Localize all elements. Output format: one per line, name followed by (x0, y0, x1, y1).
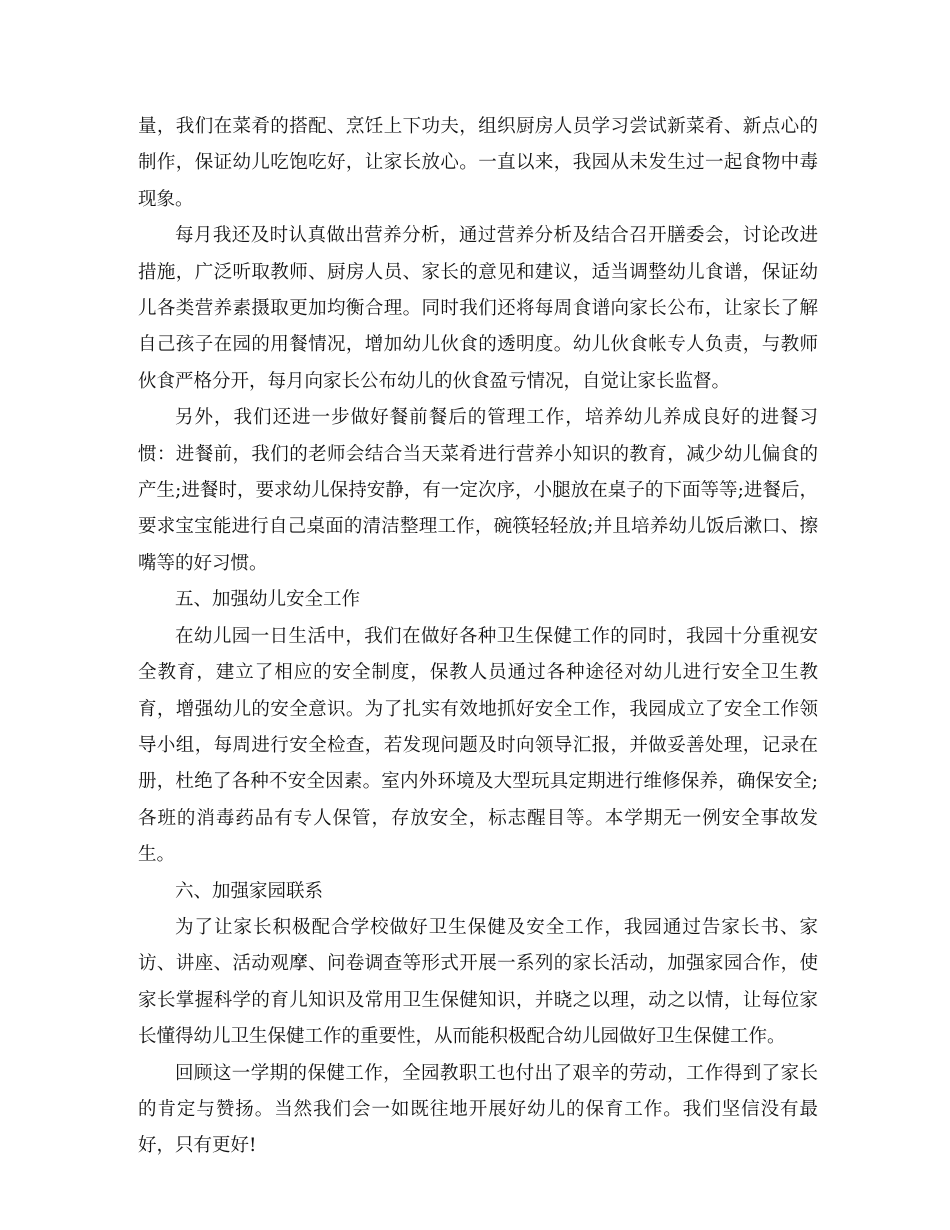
section-heading-safety: 五、加强幼儿安全工作 (175, 589, 361, 611)
paragraph-nutrition-analysis: 每月我还及时认真做出营养分析，通过营养分析及结合召开膳委会，讨论改进措施，广泛听取教师、厨房人员、家长的意见和建议，适当调整幼儿食谱，保证幼儿各类营养素摄取更加均衡合理。同时我们还将每周食谱向家长公布，让家长了解自己孩子在园的用餐情况，增加幼儿伙食的透明度。幼儿伙食帐专人负责，与教师伙食严格分开，每月向家长公布幼儿的伙食盈亏情况，自觉让家长监督。 (138, 225, 818, 392)
paragraph-meal-management: 另外，我们还进一步做好餐前餐后的管理工作，培养幼儿养成良好的进餐习惯：进餐前，我们的老师会结合当天菜肴进行营养小知识的教育，减少幼儿偏食的产生;进餐时，要求幼儿保持安静，有一定次序，小腿放在桌子的下面等等;进餐后，要求宝宝能进行自己桌面的清洁整理工作，碗筷轻轻放;并且培养幼儿饭后漱口、擦嘴等的好习惯。 (138, 407, 818, 574)
paragraph-safety-work: 在幼儿园一日生活中，我们在做好各种卫生保健工作的同时，我园十分重视安全教育，建立了相应的安全制度，保教人员通过各种途径对幼儿进行安全卫生教育，增强幼儿的安全意识。为了扎实有效地抓好安全工作，我园成立了安全工作领导小组，每周进行安全检查，若发现问题及时向领导汇报，并做妥善处理，记录在册，杜绝了各种不安全因素。室内外环境及大型玩具定期进行维修保养，确保安全;各班的消毒药品有专人保管，存放安全，标志醒目等。本学期无一例安全事故发生。 (138, 625, 818, 866)
paragraph-conclusion: 回顾这一学期的保健工作，全园教职工也付出了艰辛的劳动，工作得到了家长的肯定与赞扬。当然我们会一如既往地开展好幼儿的保育工作。我们坚信没有最好，只有更好! (138, 1062, 818, 1157)
section-heading-home-school: 六、加强家园联系 (175, 880, 324, 902)
paragraph-home-school-contact: 为了让家长积极配合学校做好卫生保健及安全工作，我园通过告家长书、家访、讲座、活动观摩、问卷调查等形式开展一系列的家长活动，加强家园合作，使家长掌握科学的育儿知识及常用卫生保健知识，并晓之以理，动之以情，让每位家长懂得幼儿卫生保健工作的重要性，从而能积极配合幼儿园做好卫生保健工作。 (138, 916, 818, 1048)
paragraph-continuation: 量，我们在菜肴的搭配、烹饪上下功夫，组织厨房人员学习尝试新菜肴、新点心的制作，保证幼儿吃饱吃好，让家长放心。一直以来，我园从未发生过一起食物中毒现象。 (138, 116, 818, 210)
document-body (138, 109, 818, 1165)
